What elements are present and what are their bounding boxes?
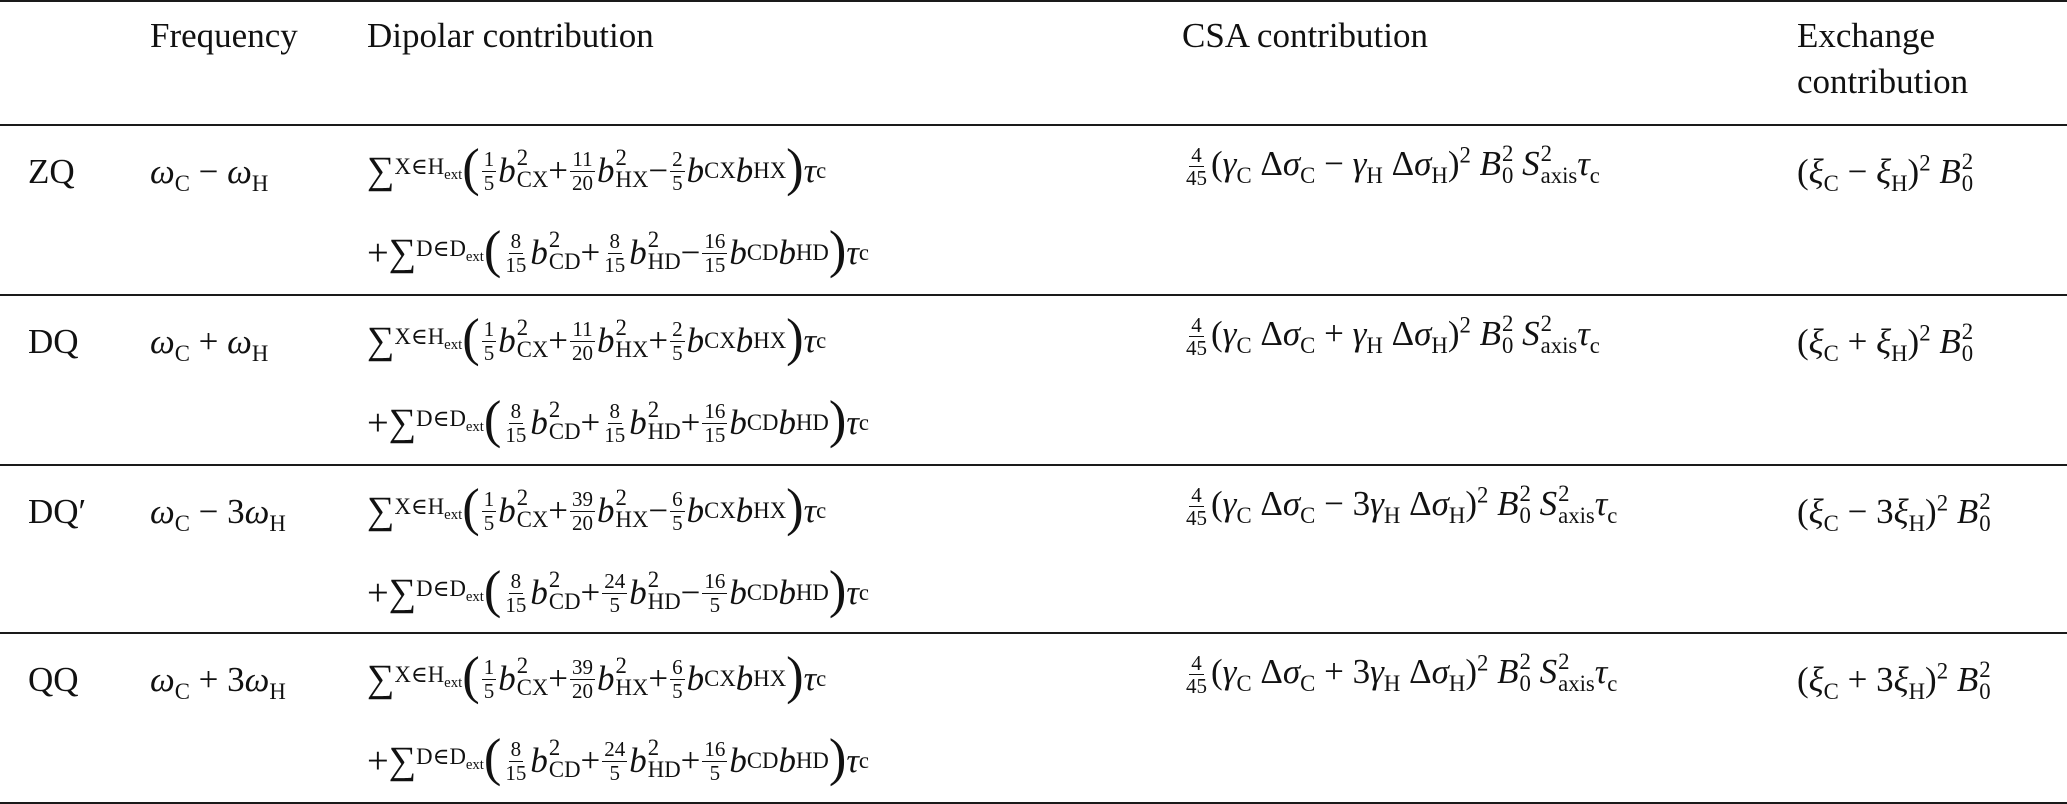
frequency-expression: $\omega_C - \omega_H$ xyxy=(150,152,269,196)
fraction: $\frac{1}{5}$ xyxy=(483,655,495,703)
fraction: $\frac{4}{45}$ xyxy=(1186,651,1207,699)
csa-expression: $\frac{4}{45}$ ($\gamma_C$ $\Delta\sigma_C - \gamma_H$ $\Delta\sigma_H)^2$ B 2 0 S 2 axis $\tau_c$ xyxy=(1186,141,1600,191)
fraction: $\frac{16}{5}$ xyxy=(704,569,726,617)
dipolar-expression xyxy=(367,470,869,634)
row-label: DQ xyxy=(28,322,79,361)
fraction: $\frac{24}{5}$ xyxy=(604,737,626,785)
exchange-expression: $(\xi_C + \xi_H)^2$ B 2 0 xyxy=(1797,319,1974,366)
frequency-expression: $\omega_C + 3\omega_H$ xyxy=(150,660,286,704)
fraction: $\frac{11}{20}$ xyxy=(572,147,594,195)
header-exchange-line1: Exchange xyxy=(1797,16,1935,55)
dipolar-line: +∑ $D\in D_{ext}$ ( $\frac{8}{15}$ b 2 CD + $\frac{8}{15}$ b 2 HD − $\frac{16}{15}$ b CD b HD ) τ c xyxy=(367,220,869,279)
header-exchange-line2: contribution xyxy=(1797,62,1969,101)
fraction: $\frac{8}{15}$ xyxy=(604,229,626,277)
fraction: $\frac{4}{45}$ xyxy=(1186,143,1207,191)
dipolar-line: +∑ $D\in D_{ext}$ ( $\frac{8}{15}$ b 2 CD + $\frac{8}{15}$ b 2 HD + $\frac{16}{15}$ b CD b HD ) τ c xyxy=(367,390,869,449)
frequency-expression: $\omega_C - 3\omega_H$ xyxy=(150,492,286,536)
table-top-rule xyxy=(0,0,2067,2)
exchange-expression: $(\xi_C - \xi_H)^2$ B 2 0 xyxy=(1797,149,1974,196)
fraction: $\frac{8}{15}$ xyxy=(505,569,527,617)
fraction: $\frac{11}{20}$ xyxy=(572,317,594,365)
row-label: ZQ xyxy=(28,152,75,191)
fraction: $\frac{6}{5}$ xyxy=(672,487,683,535)
dipolar-expression xyxy=(367,300,869,464)
header-csa: CSA contribution xyxy=(1182,16,1428,55)
fraction: $\frac{1}{5}$ xyxy=(483,487,495,535)
row-separator xyxy=(0,294,2067,296)
row-separator xyxy=(0,464,2067,466)
fraction: $\frac{1}{5}$ xyxy=(483,147,495,195)
fraction: $\frac{6}{5}$ xyxy=(672,655,683,703)
fraction: $\frac{1}{5}$ xyxy=(483,317,495,365)
fraction: $\frac{2}{5}$ xyxy=(672,317,683,365)
fraction: $\frac{4}{45}$ xyxy=(1186,483,1207,531)
fraction: $\frac{16}{15}$ xyxy=(704,229,726,277)
row-label: QQ xyxy=(28,660,79,699)
fraction: $\frac{4}{45}$ xyxy=(1186,313,1207,361)
header-dipolar: Dipolar contribution xyxy=(367,16,654,55)
fraction: $\frac{2}{5}$ xyxy=(672,147,683,195)
table-header-rule xyxy=(0,124,2067,126)
fraction: $\frac{39}{20}$ xyxy=(572,487,594,535)
csa-expression: $\frac{4}{45}$ ($\gamma_C$ $\Delta\sigma_C + 3\gamma_H$ $\Delta\sigma_H)^2$ B 2 0 S 2 axis $\tau_c$ xyxy=(1186,649,1618,699)
exchange-expression: $(\xi_C - 3\xi_H)^2$ B 2 0 xyxy=(1797,489,1991,536)
dipolar-line: ∑ $X\in H_{ext}$ ( $\frac{1}{5}$ b 2 CX + $\frac{39}{20}$ b 2 HX + $\frac{6}{5}$ b CX b HX ) τ c xyxy=(367,646,827,705)
fraction: $\frac{39}{20}$ xyxy=(572,655,594,703)
dipolar-expression xyxy=(367,638,869,802)
dipolar-line: +∑ $D\in D_{ext}$ ( $\frac{8}{15}$ b 2 CD + $\frac{24}{5}$ b 2 HD − $\frac{16}{5}$ b CD b HD ) τ c xyxy=(367,560,869,619)
exchange-expression: $(\xi_C + 3\xi_H)^2$ B 2 0 xyxy=(1797,657,1991,704)
dipolar-line: +∑ $D\in D_{ext}$ ( $\frac{8}{15}$ b 2 CD + $\frac{24}{5}$ b 2 HD + $\frac{16}{5}$ b CD b HD ) τ c xyxy=(367,728,869,787)
fraction: $\frac{24}{5}$ xyxy=(604,569,626,617)
fraction: $\frac{16}{5}$ xyxy=(704,737,726,785)
header-frequency: Frequency xyxy=(150,16,298,55)
csa-expression: $\frac{4}{45}$ ($\gamma_C$ $\Delta\sigma_C + \gamma_H$ $\Delta\sigma_H)^2$ B 2 0 S 2 axis $\tau_c$ xyxy=(1186,311,1600,361)
row-label: DQ′ xyxy=(28,492,87,531)
fraction: $\frac{8}{15}$ xyxy=(505,229,527,277)
fraction: $\frac{16}{15}$ xyxy=(704,399,726,447)
row-separator xyxy=(0,632,2067,634)
fraction: $\frac{8}{15}$ xyxy=(505,737,527,785)
dipolar-expression xyxy=(367,130,869,294)
dipolar-line: ∑ $X\in H_{ext}$ ( $\frac{1}{5}$ b 2 CX + $\frac{11}{20}$ b 2 HX − $\frac{2}{5}$ b CX b HX ) τ c xyxy=(367,138,827,197)
dipolar-line: ∑ $X\in H_{ext}$ ( $\frac{1}{5}$ b 2 CX + $\frac{11}{20}$ b 2 HX + $\frac{2}{5}$ b CX b HX ) τ c xyxy=(367,308,827,367)
dipolar-line: ∑ $X\in H_{ext}$ ( $\frac{1}{5}$ b 2 CX + $\frac{39}{20}$ b 2 HX − $\frac{6}{5}$ b CX b HX ) τ c xyxy=(367,478,827,537)
fraction: $\frac{8}{15}$ xyxy=(505,399,527,447)
fraction: $\frac{8}{15}$ xyxy=(604,399,626,447)
csa-expression: $\frac{4}{45}$ ($\gamma_C$ $\Delta\sigma_C - 3\gamma_H$ $\Delta\sigma_H)^2$ B 2 0 S 2 axis $\tau_c$ xyxy=(1186,481,1618,531)
frequency-expression: $\omega_C + \omega_H$ xyxy=(150,322,269,366)
